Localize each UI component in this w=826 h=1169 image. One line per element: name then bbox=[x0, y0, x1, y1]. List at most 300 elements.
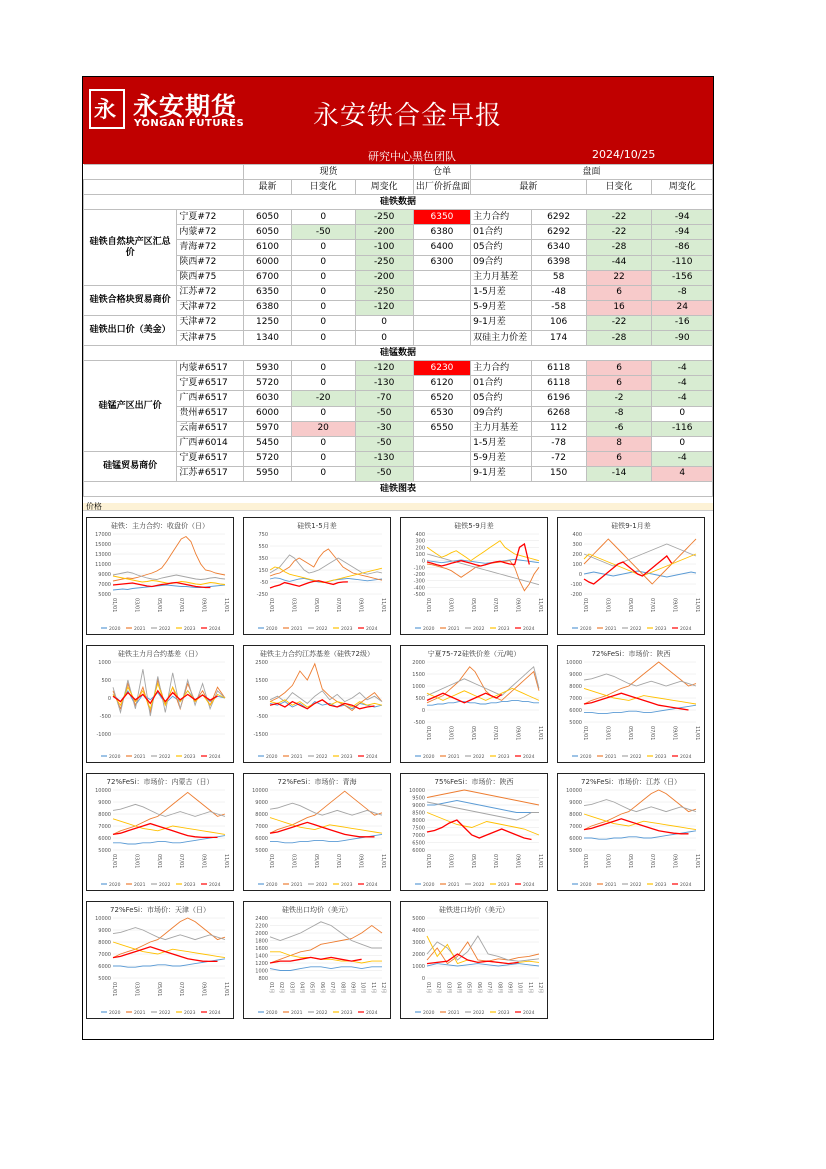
y-tick-label: 300 bbox=[415, 538, 425, 545]
table-row bbox=[84, 376, 713, 391]
futures-latest: 6268 bbox=[531, 406, 586, 421]
y-tick-label: 500 bbox=[415, 696, 425, 702]
futures-name: 1-5月差 bbox=[471, 436, 531, 451]
spot-latest: 5450 bbox=[244, 436, 292, 451]
y-tick-label: 8000 bbox=[255, 812, 268, 818]
y-tick-label: 6000 bbox=[412, 848, 425, 854]
legend-label: 2024 bbox=[523, 1011, 535, 1016]
chart-1 bbox=[86, 517, 234, 635]
legend-label: 2020 bbox=[266, 883, 278, 888]
x-tick-label: 12月 bbox=[537, 982, 543, 994]
legend-label: 2020 bbox=[109, 627, 121, 632]
legend-label: 2020 bbox=[109, 883, 121, 888]
legend-label: 2023 bbox=[498, 883, 510, 888]
header-ex-factory: 出厂价折盘面 bbox=[413, 180, 470, 195]
y-tick-label: 1000 bbox=[255, 968, 268, 975]
futures-daily-change: -44 bbox=[586, 255, 652, 270]
futures-daily-change: 22 bbox=[586, 270, 652, 285]
series-line-2021 bbox=[584, 539, 696, 584]
series-line-2021 bbox=[270, 926, 382, 964]
futures-name: 主力合约 bbox=[471, 210, 531, 225]
legend-label: 2021 bbox=[605, 883, 617, 888]
x-tick-label: 03/01 bbox=[133, 982, 140, 997]
header-warehouse: 仓单 bbox=[413, 165, 470, 180]
y-tick-label: 9000 bbox=[98, 928, 111, 934]
y-tick-label: 5000 bbox=[98, 848, 111, 854]
x-tick-label: 03/01 bbox=[447, 854, 454, 869]
x-tick-label: 01/01 bbox=[425, 854, 431, 869]
y-tick-label: 7000 bbox=[255, 824, 268, 830]
header-fut-latest: 最新 bbox=[471, 180, 587, 195]
futures-daily-change: 6 bbox=[586, 285, 652, 300]
x-tick-label: 07/01 bbox=[178, 598, 185, 613]
spot-name: 天津#72 bbox=[177, 300, 244, 315]
spot-daily-change: 0 bbox=[291, 451, 355, 466]
chart-title: 硅铁进口均价（美元） bbox=[439, 906, 509, 914]
x-tick-label: 09/01 bbox=[514, 726, 521, 741]
legend-label: 2020 bbox=[580, 755, 592, 760]
chart-title: 硅铁1-5月差 bbox=[297, 522, 337, 530]
spot-name: 宁夏#6517 bbox=[177, 451, 244, 466]
x-tick-label: 03/01 bbox=[133, 598, 140, 613]
x-tick-label: 05/01 bbox=[469, 598, 476, 613]
y-tick-label: 0 bbox=[421, 708, 425, 714]
series-line-2024 bbox=[427, 820, 532, 840]
y-tick-label: 9000 bbox=[98, 800, 111, 806]
table-row bbox=[84, 210, 713, 225]
chart-title: 硅铁5-9月差 bbox=[454, 522, 494, 530]
y-tick-label: -100 bbox=[570, 582, 582, 588]
warehouse-price: 6230 bbox=[413, 361, 470, 376]
spot-daily-change: 0 bbox=[291, 300, 355, 315]
x-tick-label: 10月 bbox=[516, 982, 523, 994]
y-tick-label: 7000 bbox=[98, 952, 111, 958]
series-line-2023 bbox=[113, 819, 225, 835]
y-tick-label: 1000 bbox=[412, 684, 425, 690]
y-tick-label: 1500 bbox=[412, 672, 425, 678]
spot-name: 江苏#6517 bbox=[177, 466, 244, 481]
section-title-sife: 硅铁数据 bbox=[84, 195, 713, 210]
futures-name: 1-5月差 bbox=[471, 285, 531, 300]
futures-weekly-change: -4 bbox=[652, 376, 713, 391]
x-tick-label: 08月 bbox=[339, 982, 346, 994]
legend-label: 2022 bbox=[159, 627, 171, 632]
y-tick-label: 9500 bbox=[412, 795, 425, 802]
y-tick-label: 8000 bbox=[98, 812, 111, 818]
section-row-sife bbox=[84, 195, 713, 210]
header-spot: 现货 bbox=[244, 165, 414, 180]
legend-label: 2024 bbox=[523, 627, 535, 632]
yongan-logo bbox=[89, 89, 259, 133]
chart-plot bbox=[558, 646, 704, 762]
legend-label: 2023 bbox=[184, 1011, 196, 1016]
report-sheet bbox=[82, 76, 714, 1040]
chart-15 bbox=[400, 901, 548, 1019]
x-tick-label: 11/01 bbox=[380, 854, 386, 869]
section-row-charts bbox=[84, 481, 713, 496]
y-tick-label: -200 bbox=[570, 592, 582, 598]
series-line-2021 bbox=[270, 549, 382, 580]
chart-plot bbox=[87, 646, 233, 762]
spot-name: 陕西#75 bbox=[177, 270, 244, 285]
y-tick-label: 0 bbox=[421, 976, 425, 982]
futures-daily-change: 6 bbox=[586, 451, 652, 466]
spot-latest: 5720 bbox=[244, 451, 292, 466]
x-tick-label: 07/01 bbox=[649, 854, 656, 869]
y-tick-label: 5000 bbox=[569, 848, 582, 854]
spot-weekly-change: -130 bbox=[355, 451, 413, 466]
spot-daily-change: 20 bbox=[291, 421, 355, 436]
x-tick-label: 11/01 bbox=[537, 854, 543, 869]
futures-latest: 174 bbox=[531, 331, 586, 346]
x-tick-label: 03/01 bbox=[604, 598, 611, 613]
chart-title: 72%FeSi：市场价：青海 bbox=[277, 778, 357, 786]
spot-latest: 6350 bbox=[244, 285, 292, 300]
spot-name: 宁夏#6517 bbox=[177, 376, 244, 391]
chart-plot bbox=[401, 774, 547, 890]
spot-latest: 6380 bbox=[244, 300, 292, 315]
series-line-2023 bbox=[584, 814, 696, 830]
x-tick-label: 05/01 bbox=[312, 854, 319, 869]
table-row bbox=[84, 240, 713, 255]
x-tick-label: 11月 bbox=[526, 982, 533, 994]
y-tick-label: 7000 bbox=[98, 824, 111, 830]
futures-weekly-change: -94 bbox=[652, 210, 713, 225]
futures-daily-change: -14 bbox=[586, 466, 652, 481]
x-tick-label: 05/01 bbox=[626, 598, 633, 613]
x-tick-label: 01/01 bbox=[111, 854, 117, 869]
y-tick-label: -100 bbox=[413, 565, 425, 572]
x-tick-label: 03/01 bbox=[290, 598, 297, 613]
warehouse-price bbox=[413, 466, 470, 481]
spot-latest: 6030 bbox=[244, 391, 292, 406]
legend-label: 2020 bbox=[423, 755, 435, 760]
spot-latest: 5950 bbox=[244, 466, 292, 481]
legend-label: 2021 bbox=[291, 1011, 303, 1016]
futures-weekly-change: -4 bbox=[652, 391, 713, 406]
series-line-2020 bbox=[584, 705, 696, 713]
table-header-row-1 bbox=[84, 165, 713, 180]
header-weekly-change: 周变化 bbox=[355, 180, 413, 195]
futures-weekly-change: -86 bbox=[652, 240, 713, 255]
series-line-2023 bbox=[427, 541, 539, 561]
spot-latest: 1340 bbox=[244, 331, 292, 346]
x-tick-label: 06月 bbox=[475, 982, 482, 994]
series-line-2021 bbox=[113, 537, 225, 582]
x-tick-label: 01月 bbox=[425, 982, 431, 994]
legend-label: 2022 bbox=[630, 755, 642, 760]
futures-name: 09合约 bbox=[471, 255, 531, 270]
legend-label: 2020 bbox=[109, 755, 121, 760]
series-line-2023 bbox=[113, 942, 225, 958]
table-row bbox=[84, 331, 713, 346]
x-tick-label: 05月 bbox=[308, 982, 315, 994]
x-tick-label: 11/01 bbox=[223, 598, 229, 613]
y-tick-label: 10000 bbox=[566, 788, 582, 794]
chart-plot bbox=[244, 902, 390, 1018]
y-tick-label: 15000 bbox=[95, 542, 111, 548]
futures-daily-change: -22 bbox=[586, 315, 652, 330]
legend-label: 2022 bbox=[473, 755, 485, 760]
legend-label: 2023 bbox=[341, 883, 353, 888]
warehouse-price bbox=[413, 300, 470, 315]
spot-weekly-change: 0 bbox=[355, 315, 413, 330]
series-line-2020 bbox=[270, 967, 382, 971]
legend-label: 2020 bbox=[266, 755, 278, 760]
y-tick-label: -400 bbox=[413, 585, 425, 592]
legend-label: 2020 bbox=[266, 1011, 278, 1016]
chart-title: 72%FeSi：市场价：内蒙古（日） bbox=[106, 778, 214, 786]
futures-weekly-change: -4 bbox=[652, 361, 713, 376]
x-tick-label: 11/01 bbox=[694, 726, 700, 741]
x-tick-label: 03/01 bbox=[604, 854, 611, 869]
spot-daily-change: 0 bbox=[291, 210, 355, 225]
section-title-charts: 硅铁图表 bbox=[84, 481, 713, 496]
series-line-2020 bbox=[270, 834, 382, 842]
spot-weekly-change: -130 bbox=[355, 376, 413, 391]
spot-daily-change: 0 bbox=[291, 331, 355, 346]
group-label: 硅铁自然块产区汇总价 bbox=[84, 210, 177, 285]
futures-latest: -72 bbox=[531, 451, 586, 466]
y-tick-label: 4000 bbox=[412, 928, 425, 934]
chart-title: 72%FeSi：市场价：陕西 bbox=[591, 650, 671, 658]
report-title: 永安铁合金早报 bbox=[313, 101, 503, 131]
x-tick-label: 03/01 bbox=[447, 726, 454, 741]
x-tick-label: 04月 bbox=[298, 982, 305, 994]
x-tick-label: 09月 bbox=[506, 982, 513, 994]
futures-weekly-change: -156 bbox=[652, 270, 713, 285]
spot-daily-change: 0 bbox=[291, 270, 355, 285]
futures-latest: 6398 bbox=[531, 255, 586, 270]
futures-latest: 6118 bbox=[531, 361, 586, 376]
futures-latest: -48 bbox=[531, 285, 586, 300]
x-tick-label: 12月 bbox=[380, 982, 386, 994]
x-tick-label: 01/01 bbox=[268, 854, 274, 869]
spot-weekly-change: -50 bbox=[355, 406, 413, 421]
y-tick-label: 10000 bbox=[95, 916, 111, 922]
y-tick-label: 800 bbox=[258, 976, 268, 982]
x-tick-label: 09/01 bbox=[671, 598, 678, 613]
legend-label: 2022 bbox=[630, 883, 642, 888]
x-tick-label: 05/01 bbox=[469, 854, 476, 869]
series-line-2022 bbox=[113, 804, 225, 816]
legend-label: 2024 bbox=[366, 627, 378, 632]
spot-name: 广西#6517 bbox=[177, 391, 244, 406]
warehouse-price bbox=[413, 451, 470, 466]
x-tick-label: 03/01 bbox=[133, 854, 140, 869]
warehouse-price bbox=[413, 285, 470, 300]
x-tick-label: 10月 bbox=[359, 982, 366, 994]
y-tick-label: -1000 bbox=[96, 732, 111, 738]
chart-tab-price[interactable]: 价格 bbox=[86, 502, 102, 511]
legend-label: 2022 bbox=[473, 1011, 485, 1016]
legend-label: 2021 bbox=[605, 627, 617, 632]
spot-weekly-change: -120 bbox=[355, 361, 413, 376]
series-line-2020 bbox=[427, 801, 539, 813]
header-fut-weekly-change: 周变化 bbox=[652, 180, 713, 195]
legend-label: 2024 bbox=[209, 883, 221, 888]
futures-name: 09合约 bbox=[471, 406, 531, 421]
spot-daily-change: 0 bbox=[291, 361, 355, 376]
futures-name: 主力月基差 bbox=[471, 270, 531, 285]
y-tick-label: 5000 bbox=[569, 720, 582, 726]
legend-label: 2021 bbox=[448, 755, 460, 760]
y-tick-label: 750 bbox=[258, 532, 268, 538]
x-tick-label: 11/01 bbox=[537, 598, 543, 613]
x-tick-label: 11/01 bbox=[537, 726, 543, 741]
spot-daily-change: 0 bbox=[291, 240, 355, 255]
table-row bbox=[84, 436, 713, 451]
futures-latest: 6340 bbox=[531, 240, 586, 255]
x-tick-label: 01/01 bbox=[582, 726, 588, 741]
x-tick-label: 09/01 bbox=[671, 854, 678, 869]
y-tick-label: 1500 bbox=[255, 678, 268, 684]
y-tick-label: 500 bbox=[258, 696, 268, 702]
chart-plot bbox=[558, 518, 704, 634]
futures-latest: 6292 bbox=[531, 225, 586, 240]
y-tick-label: 7000 bbox=[569, 824, 582, 830]
futures-daily-change: 6 bbox=[586, 361, 652, 376]
y-tick-label: 10000 bbox=[252, 788, 268, 794]
futures-daily-change: 16 bbox=[586, 300, 652, 315]
y-tick-label: 8000 bbox=[569, 812, 582, 818]
series-line-2021 bbox=[113, 792, 225, 834]
legend-label: 2024 bbox=[209, 1011, 221, 1016]
spot-latest: 5970 bbox=[244, 421, 292, 436]
x-tick-label: 01/01 bbox=[582, 598, 588, 613]
y-tick-label: 9000 bbox=[255, 800, 268, 806]
y-tick-label: -500 bbox=[256, 714, 268, 720]
x-tick-label: 09/01 bbox=[200, 854, 207, 869]
x-tick-label: 07/01 bbox=[649, 598, 656, 613]
chart-plot bbox=[401, 646, 547, 762]
legend-label: 2021 bbox=[448, 627, 460, 632]
chart-plot bbox=[244, 518, 390, 634]
table-row bbox=[84, 421, 713, 436]
spot-latest: 6050 bbox=[244, 210, 292, 225]
y-tick-label: 7000 bbox=[98, 582, 111, 588]
y-tick-label: 2400 bbox=[255, 916, 268, 922]
series-line-2022 bbox=[113, 669, 225, 716]
x-tick-label: 05/01 bbox=[155, 598, 162, 613]
warehouse-price: 6530 bbox=[413, 406, 470, 421]
y-tick-label: 8500 bbox=[412, 810, 425, 817]
chart-plot bbox=[87, 902, 233, 1018]
spot-latest: 6000 bbox=[244, 255, 292, 270]
x-tick-label: 11/01 bbox=[694, 854, 700, 869]
x-tick-label: 05/01 bbox=[626, 726, 633, 741]
spot-daily-change: 0 bbox=[291, 255, 355, 270]
futures-name: 主力月基差 bbox=[471, 421, 531, 436]
chart-2 bbox=[243, 517, 391, 635]
spot-latest: 5930 bbox=[244, 361, 292, 376]
x-tick-label: 11/01 bbox=[380, 598, 386, 613]
series-line-2021 bbox=[427, 667, 539, 703]
chart-title: 硅铁9-1月差 bbox=[611, 522, 651, 530]
warehouse-price: 6350 bbox=[413, 210, 470, 225]
y-tick-label: 2000 bbox=[412, 660, 425, 666]
spot-name: 贵州#6517 bbox=[177, 406, 244, 421]
y-tick-label: 8000 bbox=[412, 818, 425, 824]
table-row bbox=[84, 255, 713, 270]
y-tick-label: 6000 bbox=[98, 836, 111, 842]
spot-daily-change: -20 bbox=[291, 391, 355, 406]
table-row bbox=[84, 466, 713, 481]
table-row bbox=[84, 451, 713, 466]
spot-latest: 6000 bbox=[244, 406, 292, 421]
spot-weekly-change: -200 bbox=[355, 225, 413, 240]
y-tick-label: 6000 bbox=[255, 836, 268, 842]
spot-weekly-change: -120 bbox=[355, 300, 413, 315]
futures-daily-change: -28 bbox=[586, 240, 652, 255]
spot-weekly-change: -200 bbox=[355, 270, 413, 285]
section-title-simn: 硅锰数据 bbox=[84, 346, 713, 361]
spot-weekly-change: -250 bbox=[355, 285, 413, 300]
spot-name: 天津#75 bbox=[177, 331, 244, 346]
legend-label: 2024 bbox=[366, 755, 378, 760]
chart-plot bbox=[401, 902, 547, 1018]
legend-label: 2022 bbox=[316, 755, 328, 760]
y-tick-label: 300 bbox=[572, 542, 582, 548]
series-line-2020 bbox=[427, 559, 539, 563]
futures-name: 05合约 bbox=[471, 391, 531, 406]
y-tick-label: -50 bbox=[259, 580, 268, 586]
y-tick-label: 7000 bbox=[412, 833, 425, 839]
futures-weekly-change: 4 bbox=[652, 466, 713, 481]
y-tick-label: 5000 bbox=[412, 916, 425, 922]
futures-name: 01合约 bbox=[471, 225, 531, 240]
y-tick-label: 9000 bbox=[98, 572, 111, 578]
y-tick-label: 10000 bbox=[566, 660, 582, 666]
series-line-2021 bbox=[270, 664, 382, 711]
series-line-2020 bbox=[427, 700, 539, 705]
spot-weekly-change: -70 bbox=[355, 391, 413, 406]
x-tick-label: 01/01 bbox=[111, 982, 117, 997]
y-tick-label: 9000 bbox=[569, 672, 582, 678]
legend-label: 2023 bbox=[498, 755, 510, 760]
x-tick-label: 09/01 bbox=[357, 598, 364, 613]
spot-daily-change: 0 bbox=[291, 376, 355, 391]
legend-label: 2024 bbox=[680, 755, 692, 760]
x-tick-label: 07/01 bbox=[335, 854, 342, 869]
spot-daily-change: 0 bbox=[291, 466, 355, 481]
legend-label: 2021 bbox=[134, 755, 146, 760]
futures-name: 9-1月差 bbox=[471, 315, 531, 330]
x-tick-label: 03/01 bbox=[447, 598, 454, 613]
y-tick-label: -500 bbox=[99, 714, 111, 720]
legend-label: 2023 bbox=[184, 755, 196, 760]
table-row bbox=[84, 391, 713, 406]
x-tick-label: 07/01 bbox=[492, 726, 499, 741]
legend-label: 2021 bbox=[291, 883, 303, 888]
spot-weekly-change: -250 bbox=[355, 255, 413, 270]
y-tick-label: 6000 bbox=[98, 964, 111, 970]
spot-daily-change: 0 bbox=[291, 436, 355, 451]
y-tick-label: 9000 bbox=[412, 803, 425, 809]
futures-latest: 6292 bbox=[531, 210, 586, 225]
spot-daily-change: 0 bbox=[291, 285, 355, 300]
y-tick-label: 10000 bbox=[95, 788, 111, 794]
x-tick-label: 01/01 bbox=[111, 598, 117, 613]
header-fut-daily-change: 日变化 bbox=[586, 180, 652, 195]
group-label: 硅铁合格块贸易商价 bbox=[84, 285, 177, 315]
warehouse-price: 6550 bbox=[413, 421, 470, 436]
chart-3 bbox=[400, 517, 548, 635]
spot-name: 内蒙#72 bbox=[177, 225, 244, 240]
y-tick-label: 6500 bbox=[412, 840, 425, 847]
chart-plot bbox=[87, 518, 233, 634]
futures-latest: 112 bbox=[531, 421, 586, 436]
